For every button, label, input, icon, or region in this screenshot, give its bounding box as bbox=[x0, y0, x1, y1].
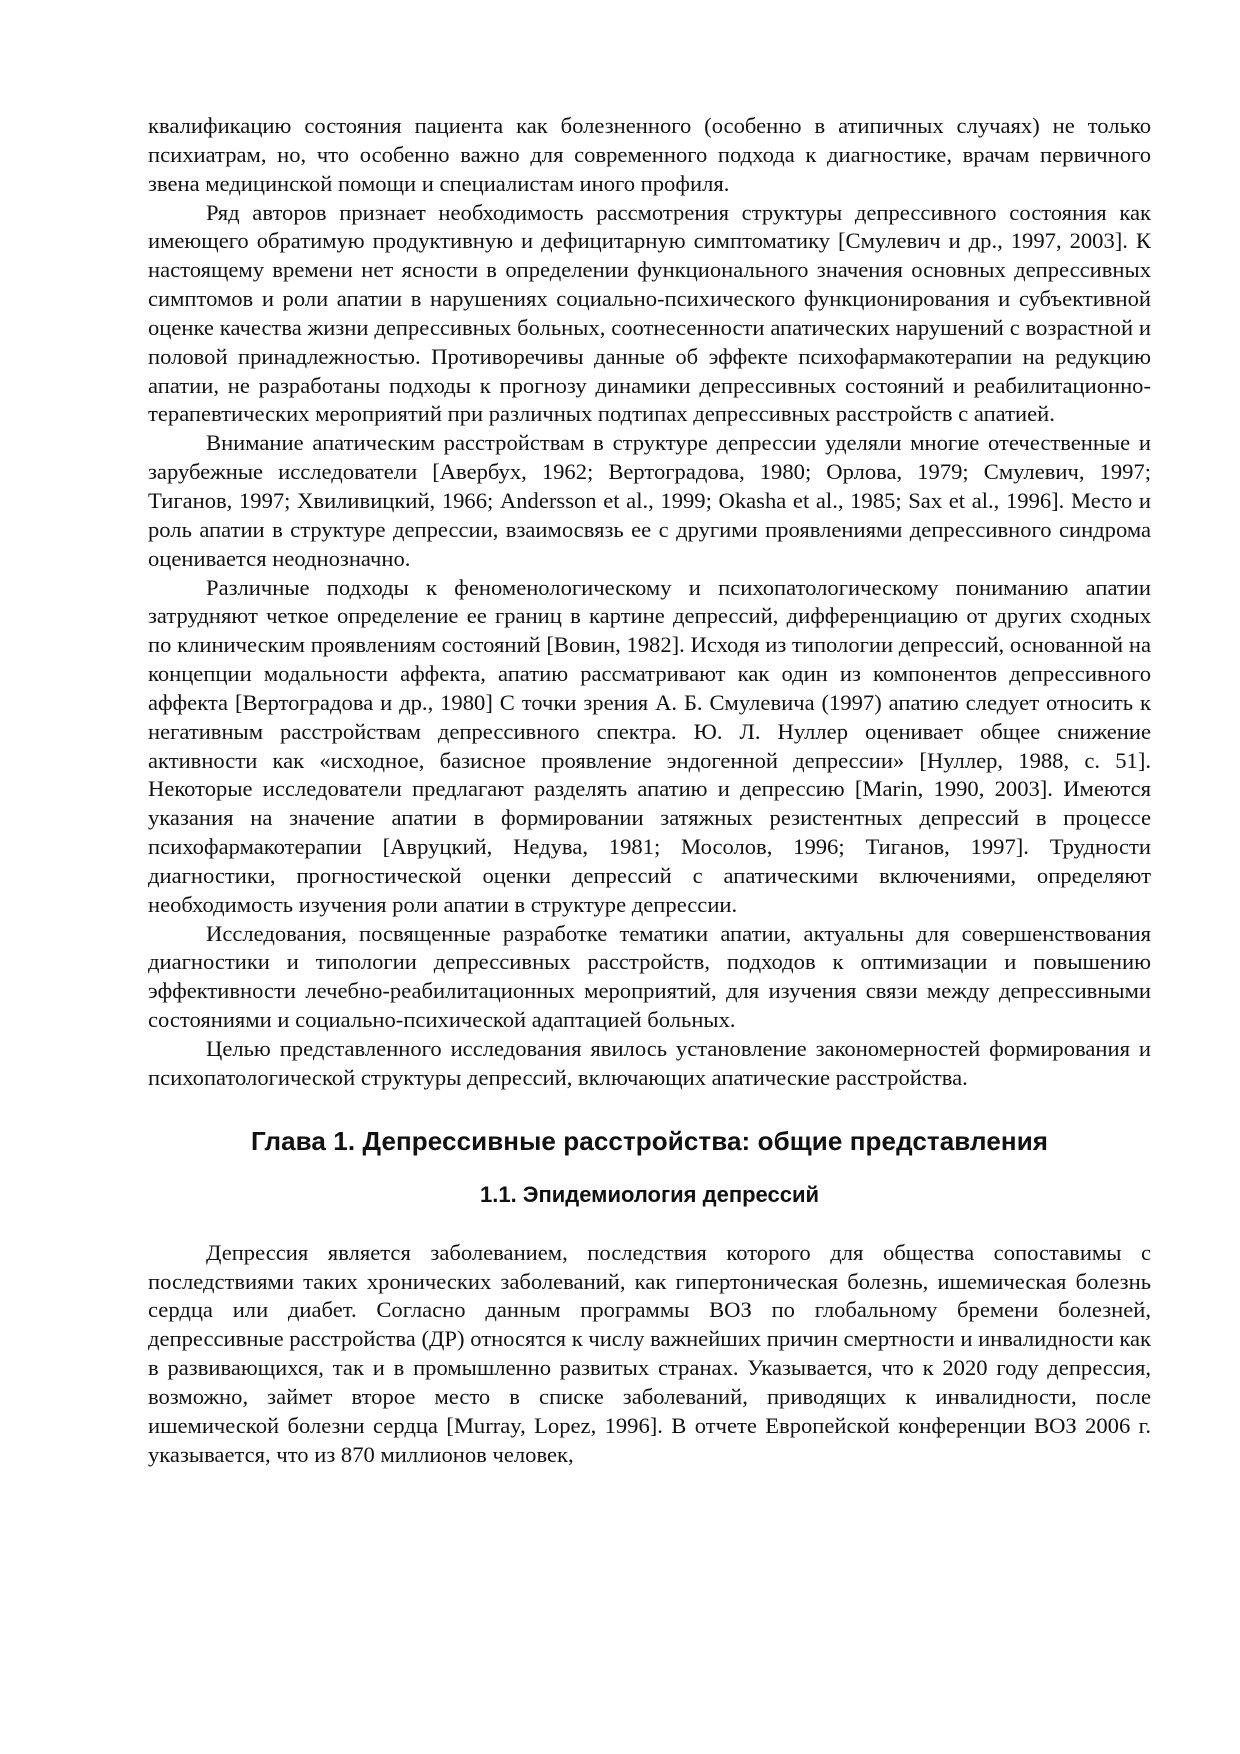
paragraph-approaches: Различные подходы к феноменологическому и психопатологическому пониманию апатии затрудняют четкое определение ее границ в картине депрессий, дифференциацию от других сходных по клиническим проявлениям состояний [Вовин, 1982]. Исходя из типологии депрессий, основанной на концепции модальности аффекта, апатию рассматривают как один из компонентов депрессивного аффекта [Вертоградова и др., 1980] С точки зрения А. Б. Смулевича (1997) апатию следует относить к негативным расстройствам депрессивного спектра. Ю. Л. Нуллер оценивает общее снижение активности как «исходное, базисное проявление эндогенной депрессии» [Нуллер, 1988, с. 51]. Некоторые исследователи предлагают разделять апатию и депрессию [Marin, 1990, 2003]. Имеются указания на значение апатии в формировании затяжных резистентных депрессий в процессе психофармакотерапии [Авруцкий, Недува, 1981; Мосолов, 1996; Тиганов, 1997]. Трудности диагностики, прогностической оценки депрессий с апатическими включениями, определяют необходимость изучения роли апатии в структуре депрессии. bbox=[148, 574, 1151, 917]
paragraph-structure-of-depression: Ряд авторов признает необходимость рассмотрения структуры депрессивного состояния как имеющего обратимую продуктивную и дефицитарную симптоматику [Смулевич и др., 1997, 2003]. К настоящему времени нет ясности в определении функционального значения основных депрессивных симптомов и роли апатии в нарушениях социально-психического функционирования и субъективной оценке качества жизни депрессивных больных, соотнесенности апатических нарушений с возрастной и половой принадлежностью. Противоречивы данные об эффекте психофармакотерапии на редукцию апатии, не разработаны подходы к прогнозу динамики депрессивных состояний и реабилитационно-терапевтических мероприятий при различных подтипах депрессивных расстройств с апатией. bbox=[148, 199, 1151, 427]
paragraph-continuation: квалификацию состояния пациента как болезненного (особенно в атипичных случаях) не только психиатрам, но, что особенно важно для современного подхода к диагностике, врачам первичного звена медицинской помощи и специалистам иного профиля. bbox=[148, 113, 1151, 196]
section-title: 1.1. Эпидемиология депрессий bbox=[479, 1181, 820, 1207]
paragraph-goal: Целью представленного исследования явилось установление закономерностей формирования и психопатологической структуры депрессий, включающих апатические расстройства. bbox=[148, 1036, 1151, 1090]
document-page bbox=[148, 112, 1151, 1469]
paragraph-relevance: Исследования, посвященные разработке тематики апатии, актуальны для совершенствования диагностики и типологии депрессивных расстройств, подходов к оптимизации и повышению эффективности лечебно-реабилитационных мероприятий, для изучения связи между депрессивными состояниями и социально-психической адаптацией больных. bbox=[148, 920, 1151, 1033]
chapter-title: Глава 1. Депрессивные расстройства: общие представления bbox=[250, 1125, 1049, 1156]
section-body bbox=[148, 1239, 1151, 1470]
paragraph-epidemiology: Депрессия является заболеванием, последствия которого для общества сопоставимы с последствиями таких хронических заболеваний, как гипертоническая болезнь, ишемическая болезнь сердца или диабет. Согласно данным программы ВОЗ по глобальному бремени болезней, депрессивные расстройства (ДР) относятся к числу важнейших причин смертности и инвалидности как в развивающихся, так и в промышленно развитых странах. Указывается, что к 2020 году депрессия, возможно, займет второе место в списке заболеваний, приводящих к инвалидности, после ишемической болезни сердца [Murray, Lopez, 1996]. В отчете Европейской конференции ВОЗ 2006 г. указывается, что из 870 миллионов человек, bbox=[148, 1239, 1151, 1467]
paragraph-researchers: Внимание апатическим расстройствам в структуре депрессии уделяли многие отечественные и зарубежные исследователи [Авербух, 1962; Вертоградова, 1980; Орлова, 1979; Смулевич, 1997; Тиганов, 1997; Хвиливицкий, 1966; Andersson et al., 1999; Okasha et al., 1985; Sax et al., 1996]. Место и роль апатии в структуре депрессии, взаимосвязь ее с другими проявлениями депрессивного синдрома оценивается неоднозначно. bbox=[148, 430, 1151, 571]
